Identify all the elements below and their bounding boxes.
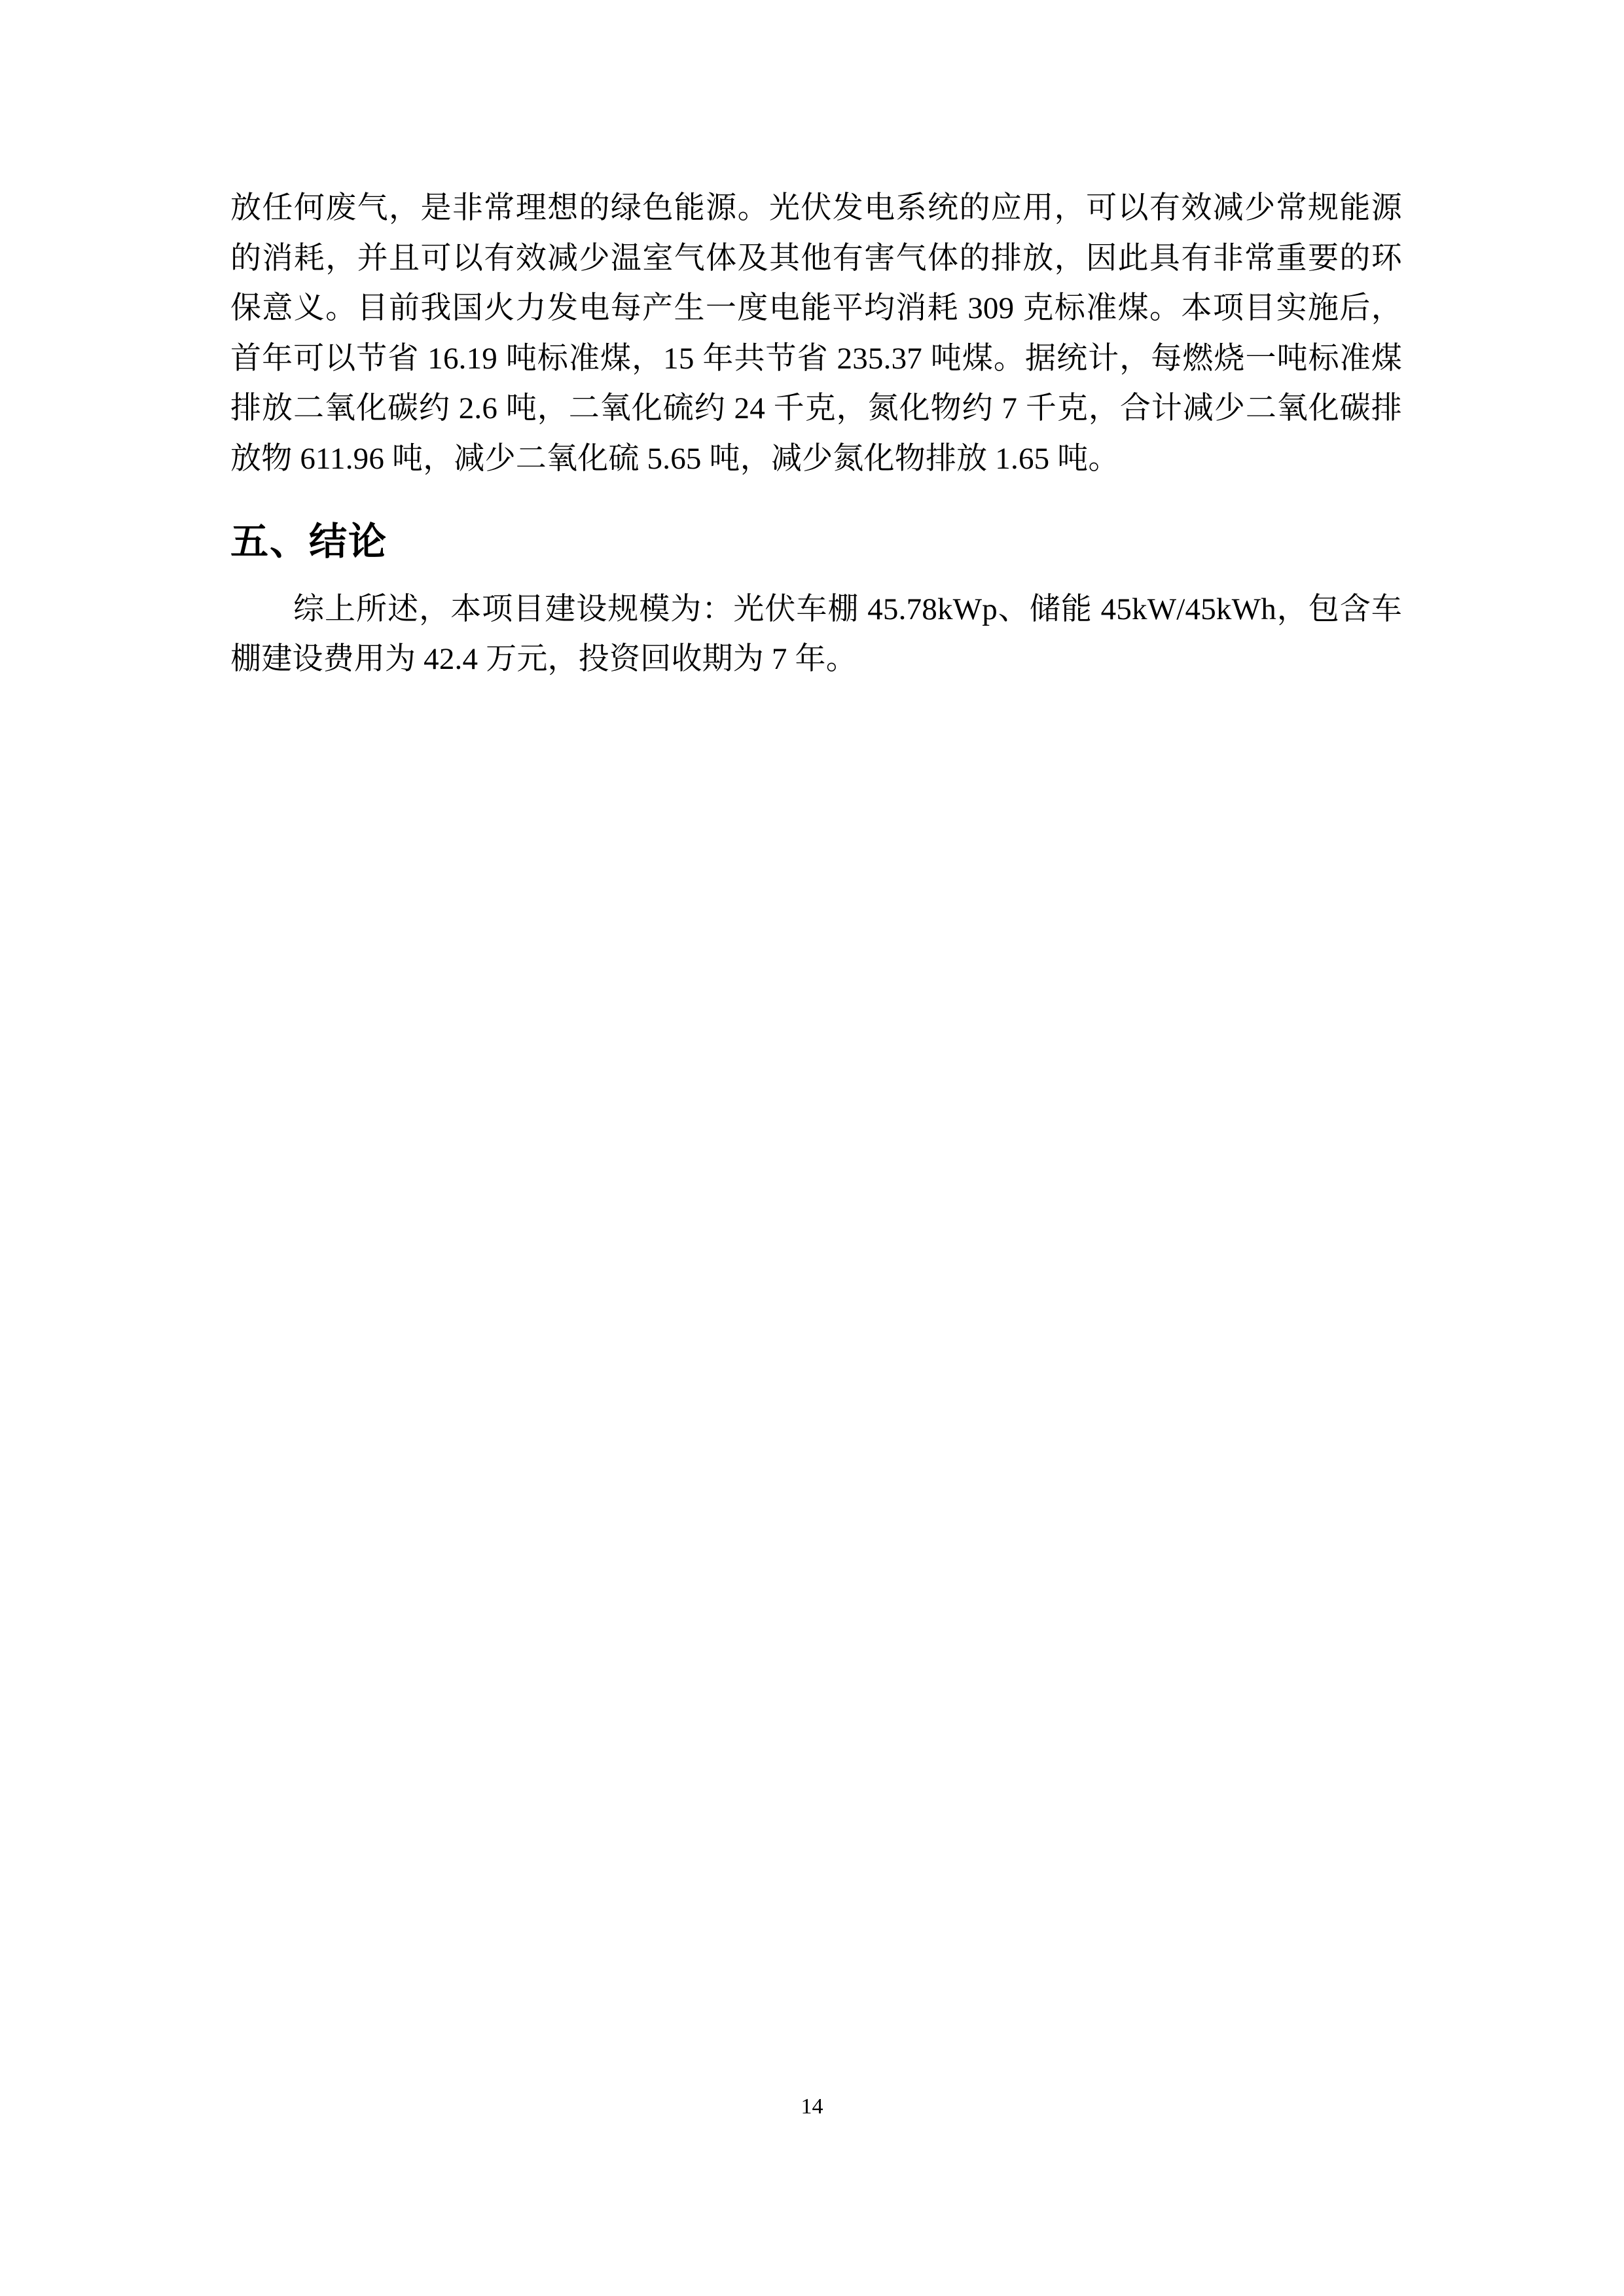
body-paragraph-conclusion: 综上所述，本项目建设规模为：光伏车棚 45.78kWp、储能 45kW/45kWh，包含车棚建设费用为 42.4 万元，投资回收期为 7 年。 [230,592,1402,677]
page-number: 14 [801,2094,823,2119]
page-content [230,183,1402,685]
section-heading-conclusion: 五、结论 [230,520,388,563]
body-paragraph-continued: 放任何废气，是非常理想的绿色能源。光伏发电系统的应用，可以有效减少常规能源的消耗，并且可以有效减少温室气体及其他有害气体的排放，因此具有非常重要的环保意义。目前我国火力发电每产生一度电能平均消耗 309 克标准煤。本项目实施后，首年可以节省 16.19 吨标准煤，15 年共节省 235.37 吨煤。据统计，每燃烧一吨标准煤排放二氧化碳约 2.6 吨，二氧化硫约 24 千克，氮化物约 7 千克，合计减少二氧化碳排放物 611.96 吨，减少二氧化硫 5.65 吨，减少氮化物排放 1.65 吨。 [230,191,1402,476]
